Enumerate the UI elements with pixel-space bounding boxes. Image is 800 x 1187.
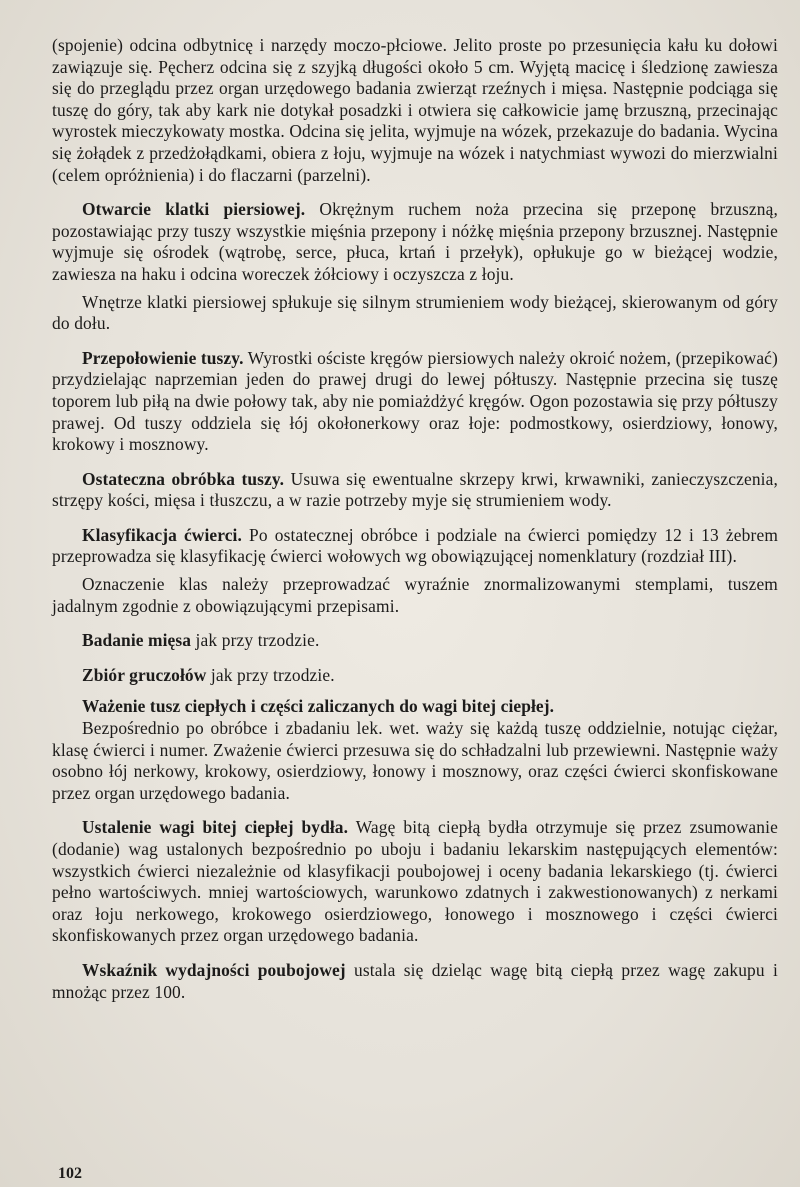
paragraph-badanie-miesa bbox=[52, 630, 778, 652]
section-heading: Zbiór gruczołów bbox=[82, 664, 207, 685]
paragraph-oznaczenie-klas bbox=[52, 574, 778, 617]
paragraph-otwarcie-klatki bbox=[52, 199, 778, 285]
paragraph-wazenie-heading bbox=[52, 696, 778, 718]
section-heading: Ostateczna obróbka tuszy. bbox=[82, 468, 285, 489]
section-heading: Przepołowienie tuszy. bbox=[82, 347, 244, 368]
paragraph-ostateczna-obrobka bbox=[52, 469, 778, 512]
paragraph-text: Okrężnym ruchem noża przecina się przeponę brzuszną, pozostawiając przy tuszy wszystkie mięśnia przepony i nóżkę mięśnia przepony brzusznej. Następnie wyjmuje się ośrodek (wątrobę, serce, płuca, krtań i przełyk), opłukuje go w bieżącej wodzie, zawiesza na haku i odcina woreczek żółciowy i oczyszcza z łoju. bbox=[52, 199, 778, 284]
paragraph-text: Po ostatecznej obróbce i podziale na ćwierci pomiędzy 12 i 13 żebrem przeprowadza się klasyfikację ćwierci wołowych wg obowiązującej nomenklatury (rozdział III). bbox=[52, 524, 778, 567]
paragraph-text: Usuwa się ewentualne skrzepy krwi, krwawniki, zanieczyszczenia, strzępy kości, mięsa i tłuszczu, a w razie potrzeby myje się strumieniem wody. bbox=[52, 468, 779, 511]
paragraph-text: jak przy trzodzie. bbox=[195, 630, 320, 651]
section-heading: Ważenie tusz ciepłych i części zaliczanych do wagi bitej ciepłej. bbox=[82, 696, 555, 717]
paragraph-text: Wagę bitą ciepłą bydła otrzymuje się przez zsumowanie (dodanie) wag ustalonych bezpośrednio po uboju i badaniu lekarskim następujących elementów: wszystkich ćwierci niezależnie od klasyfikacji poubojowej i oceny badania lekarskiego (tj. ćwierci pełno wartościwych. mniej wartościowych, warunkowo zdatnych i zakwestionowanych) z nerkami oraz łoju nerkowego, krokowego osierdziowego, łonowego i mosznowego i części ćwierci skonfiskowanych przez organ urzędowego badania. bbox=[52, 817, 778, 946]
section-heading: Wskaźnik wydajności poubojowej bbox=[82, 959, 346, 980]
paragraph-text: (spojenie) odcina odbytnicę i narzędy moczo-płciowe. Jelito proste po przesunięcia kału ku dołowi zawiązuje się. Pęcherz odcina się z szyjką długości około 5 cm. Wyjętą macicę i śledzionę zawiesza się do przeglądu przez organ urzędowego badania zwierząt rzeźnych i mięsa. Następnie podciąga się tuszę do góry, tak aby kark nie dotykał posadzki i otwiera się całkowicie jamę brzuszną, przecinając wyrostek mieczykowaty mostka. Odcina się jelita, wyjmuje na wózek, przekazuje do badania. Wycina się żołądek z przedżołądkami, obiera z łoju, wyjmuje na wózek i natychmiast wywozi do mierzwialni (celem opróżnienia) i do flaczarni (parzelni). bbox=[52, 35, 778, 185]
paragraph-text: Bezpośrednio po obróbce i zbadaniu lek. wet. waży się każdą tuszę oddzielnie, notując ciężar, klasę ćwierci i numer. Zważenie ćwierci przesuwa się do schładzalni lub przewiewni. Następnie waży osobno łój nerkowy, krokowy, osierdziowy, łonowy i mosznowy, oraz części ćwierci skonfiskowane przez organ urzędowego badania. bbox=[52, 718, 778, 803]
page-number: 102 bbox=[58, 1165, 82, 1182]
paragraph-wskaznik bbox=[52, 960, 778, 1003]
section-heading: Ustalenie wagi bitej ciepłej bydła. bbox=[82, 817, 349, 838]
paragraph-text: ustala się dzieląc wagę bitą ciepłą przez wagę zakupu i mnożąc przez 100. bbox=[52, 959, 778, 1002]
section-heading: Badanie mięsa bbox=[82, 630, 192, 651]
paragraph-zbior-gruczolow bbox=[52, 665, 778, 687]
paragraph-text: Wyrostki ościste kręgów piersiowych należy okroić nożem, (przepikować) przydzielając naprzemian jeden do prawej drugi do lewej półtuszy. Następnie przecina się tuszę toporem lub piłą na dwie połowy tak, aby nie pomiażdżyć kręgów. Ogon pozostawia się przy półtuszy prawej. Od tuszy oddziela się łój okołonerkowy oraz łoje: podmostkowy, osierdziowy, łonowy, krokowy i mosznowy. bbox=[52, 347, 778, 455]
paragraph-text: Wnętrze klatki piersiowej spłukuje się silnym strumieniem wody bieżącej, skierowanym od góry do dołu. bbox=[52, 291, 778, 334]
paragraph-text: Oznaczenie klas należy przeprowadzać wyraźnie znormalizowanymi stemplami, tuszem jadalnym zgodnie z obowiązującymi przepisami. bbox=[52, 574, 778, 616]
paragraph-przepolowienie bbox=[52, 348, 778, 456]
paragraph-text: jak przy trzodzie. bbox=[210, 664, 335, 685]
paragraph-wazenie-body bbox=[52, 718, 778, 804]
paragraph-wnetrze-klatki bbox=[52, 292, 778, 335]
page-text bbox=[52, 35, 778, 1003]
paragraph-intro bbox=[52, 35, 778, 186]
paragraph-klasyfikacja bbox=[52, 525, 778, 568]
section-heading: Otwarcie klatki piersiowej. bbox=[82, 199, 306, 220]
section-heading: Klasyfikacja ćwierci. bbox=[82, 524, 242, 545]
paragraph-ustalenie-wagi bbox=[52, 817, 778, 947]
